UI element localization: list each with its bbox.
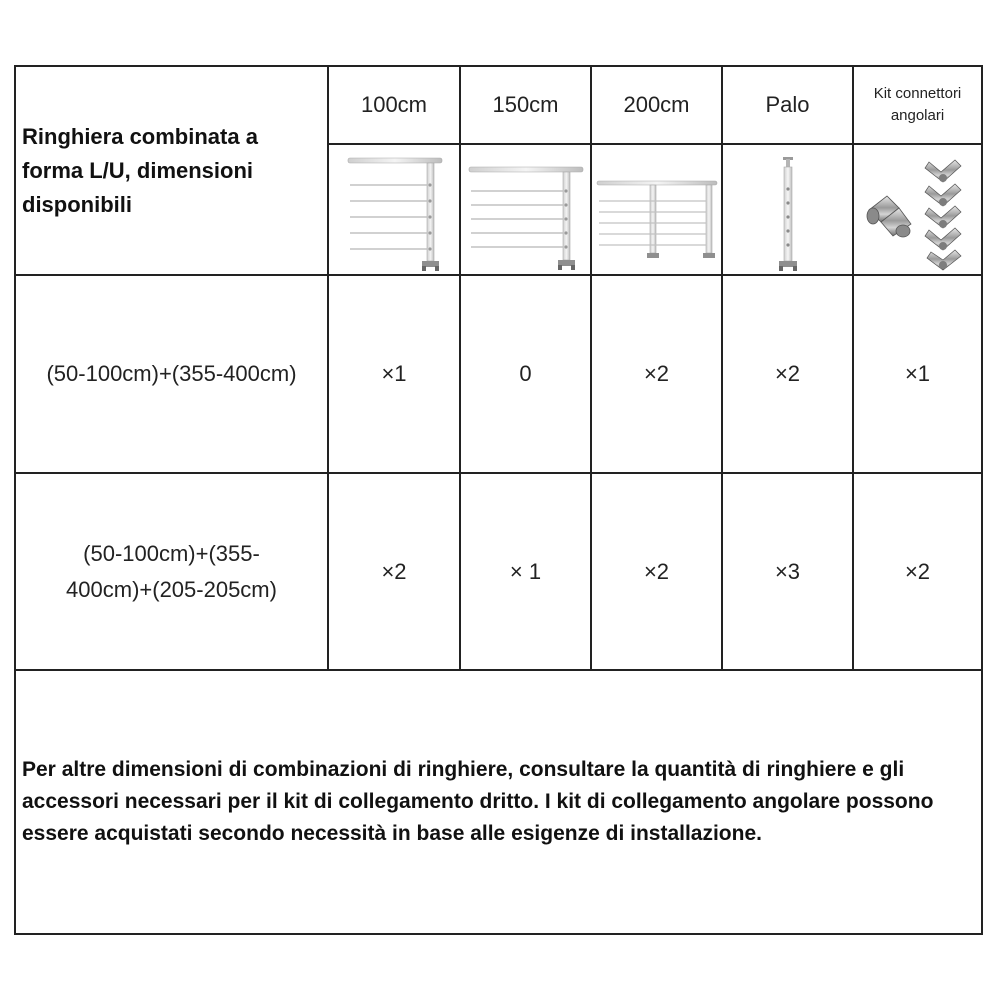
quantity-value: ×2 [774,361,801,386]
column-header-150cm [461,67,590,143]
quantity-value: ×3 [774,558,801,584]
corner-connector-kit-icon [854,145,981,274]
column-header-palo [723,67,852,143]
column-header-label: 150cm [492,92,559,117]
table-cell [854,276,981,472]
table-cell [329,276,459,472]
table-cell [592,474,721,669]
post-icon [723,145,852,274]
column-header-label: 100cm [360,92,428,117]
table-cell [854,474,981,669]
table-title-cell [16,67,327,274]
quantity-value: ×2 [381,558,407,584]
railing-150cm-icon [461,145,590,274]
note-cell [16,671,981,933]
table-cell [592,276,721,472]
quantity-value: ×1 [381,361,407,386]
table-title: Ringhiera combinata a forma L/U, dimensioni disponibili [22,123,258,217]
column-header-label: Kit connettori angolari [873,85,962,124]
table-cell [461,474,590,669]
quantity-value: ×2 [643,558,670,584]
quantity-value: × 1 [509,558,542,584]
quantity-value: 0 [519,361,532,386]
railing-100cm-icon [329,145,459,274]
table-cell [461,276,590,472]
row-label: (50-100cm)+(355-400cm)+(205-205cm) [66,540,277,602]
column-header-kit [854,67,981,143]
quantity-value: ×1 [904,361,931,386]
railing-200cm-icon [592,145,721,274]
table-row [16,276,327,472]
column-header-label: 200cm [623,92,690,117]
table-row [16,474,327,669]
column-header-100cm [329,67,459,143]
quantity-value: ×2 [904,558,931,584]
quantity-value: ×2 [643,361,670,386]
column-header-200cm [592,67,721,143]
column-header-label: Palo [765,92,810,117]
table-cell [723,474,852,669]
row-label: (50-100cm)+(355-400cm) [46,361,297,386]
table-cell [329,474,459,669]
table-cell [723,276,852,472]
note-text: Per altre dimensioni di combinazioni di ringhiere, consultare la quantità di ringhiere e gli accessori necessari per il kit di collegamento dritto. I kit di collegamento angolare possono essere acquistati secondo necessità in base alle esigenze di installazione. [22,758,934,845]
